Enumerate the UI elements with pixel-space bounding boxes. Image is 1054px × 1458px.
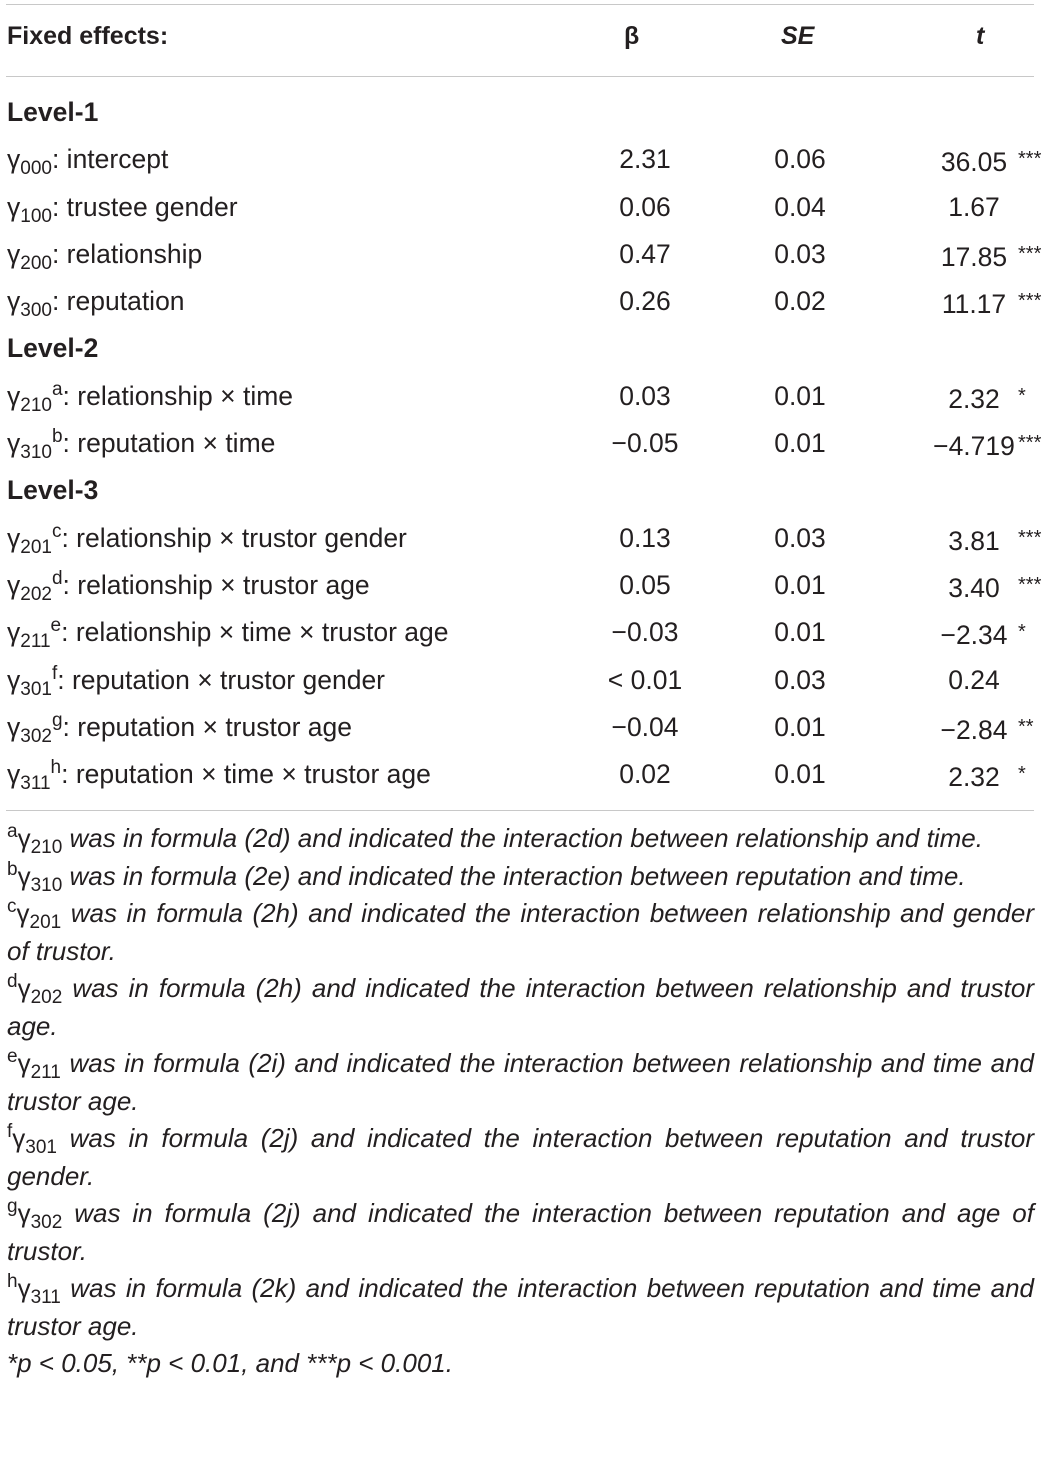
effect-description: : reputation × trustor gender bbox=[57, 664, 386, 695]
gamma-subscript: 302 bbox=[30, 1212, 63, 1233]
significance-stars: *** bbox=[1018, 526, 1042, 549]
beta-value: 0.13 bbox=[619, 522, 671, 553]
se-value: 0.06 bbox=[774, 144, 826, 175]
bottom-rule bbox=[6, 810, 1034, 811]
gamma-subscript: 211 bbox=[30, 1062, 61, 1083]
gamma-symbol: γ bbox=[17, 1273, 31, 1303]
header-t: t bbox=[976, 22, 985, 50]
footnote-text: was in formula (2h) and indicated the interaction between relationship and trustor age. bbox=[7, 973, 1034, 1041]
t-value: 2.32 bbox=[948, 762, 1000, 793]
footnote bbox=[7, 1045, 1034, 1120]
t-cell bbox=[928, 376, 1026, 419]
header-se: SE bbox=[781, 22, 815, 50]
t-cell bbox=[928, 707, 1034, 750]
significance-stars: * bbox=[1018, 384, 1026, 407]
footnote bbox=[7, 1270, 1034, 1345]
footnote-marker: d bbox=[7, 971, 18, 992]
effect-label bbox=[7, 518, 407, 558]
se-value: 0.01 bbox=[774, 380, 826, 411]
table-footnotes bbox=[7, 820, 1034, 1383]
t-cell bbox=[928, 281, 1041, 324]
t-cell bbox=[928, 518, 1041, 561]
footnote-marker: f bbox=[7, 1121, 13, 1142]
gamma-symbol: γ bbox=[17, 860, 31, 891]
gamma-symbol: γ bbox=[7, 380, 21, 411]
effect-label bbox=[7, 187, 238, 227]
t-value: −4.719 bbox=[933, 431, 1015, 462]
significance-stars: *** bbox=[1018, 290, 1042, 313]
footnote-text: was in formula (2k) and indicated the interaction between reputation and time and trustor age. bbox=[7, 1273, 1034, 1341]
table-row bbox=[0, 754, 1054, 801]
se-value: 0.01 bbox=[774, 428, 826, 459]
t-value: 2.32 bbox=[948, 383, 1000, 414]
gamma-subscript: 310 bbox=[30, 874, 63, 896]
table-row bbox=[0, 139, 1054, 186]
gamma-symbol: γ bbox=[7, 569, 21, 600]
footnote-text: was in formula (2d) and indicated the interaction between relationship and time. bbox=[62, 823, 983, 853]
gamma-subscript: 000 bbox=[20, 158, 52, 180]
significance-stars: * bbox=[1018, 621, 1026, 644]
footnote-marker: a bbox=[7, 821, 18, 842]
gamma-symbol: γ bbox=[7, 617, 21, 648]
footnote bbox=[7, 820, 1034, 858]
header-beta: β bbox=[624, 22, 640, 50]
gamma-symbol: γ bbox=[7, 759, 21, 790]
gamma-symbol: γ bbox=[7, 286, 21, 317]
gamma-subscript: 202 bbox=[30, 987, 63, 1008]
gamma-subscript: 301 bbox=[20, 678, 52, 700]
gamma-subscript: 200 bbox=[20, 252, 52, 274]
t-cell bbox=[928, 754, 1026, 797]
gamma-symbol: γ bbox=[16, 898, 30, 928]
gamma-subscript: 302 bbox=[20, 725, 52, 747]
section-heading bbox=[0, 328, 1054, 375]
gamma-subscript: 201 bbox=[20, 536, 52, 558]
t-value: 1.67 bbox=[948, 191, 1000, 222]
gamma-symbol: γ bbox=[17, 823, 31, 853]
footnote bbox=[7, 970, 1034, 1045]
beta-value: −0.03 bbox=[611, 617, 679, 648]
beta-value: 0.06 bbox=[619, 191, 671, 222]
t-cell bbox=[928, 660, 1020, 700]
se-value: 0.03 bbox=[774, 522, 826, 553]
beta-value: 0.05 bbox=[619, 569, 671, 600]
significance-stars: ** bbox=[1018, 715, 1034, 738]
effect-label bbox=[7, 565, 370, 605]
table-row bbox=[0, 423, 1054, 470]
gamma-subscript: 202 bbox=[20, 583, 52, 605]
beta-value: 0.03 bbox=[619, 380, 671, 411]
beta-value: < 0.01 bbox=[607, 664, 683, 695]
gamma-symbol: γ bbox=[17, 1198, 31, 1228]
footnote-marker: g bbox=[7, 1196, 18, 1217]
se-value: 0.04 bbox=[774, 191, 826, 222]
section-heading bbox=[0, 92, 1054, 139]
section-label: Level-3 bbox=[7, 475, 99, 506]
footnote-marker: b bbox=[51, 426, 63, 448]
t-cell bbox=[928, 187, 1020, 227]
significance-stars: * bbox=[1018, 763, 1026, 786]
gamma-subscript: 210 bbox=[30, 837, 63, 858]
t-cell bbox=[928, 234, 1041, 277]
gamma-symbol: γ bbox=[17, 1048, 31, 1078]
footnote bbox=[7, 895, 1034, 970]
footnote bbox=[7, 1120, 1034, 1195]
gamma-symbol: γ bbox=[7, 191, 21, 222]
table-row bbox=[0, 281, 1054, 328]
header-fixed-effects: Fixed effects: bbox=[7, 22, 169, 50]
beta-value: 0.02 bbox=[619, 759, 671, 790]
effect-description: : relationship × time bbox=[62, 380, 294, 411]
footnote-marker: e bbox=[50, 615, 62, 637]
t-value: 3.40 bbox=[948, 572, 1000, 603]
se-value: 0.03 bbox=[774, 238, 826, 269]
footnote-marker: f bbox=[51, 662, 58, 684]
table-header bbox=[0, 22, 1054, 62]
t-value: 11.17 bbox=[941, 289, 1007, 320]
footnote-text: was in formula (2j) and indicated the interaction between reputation and age of trustor. bbox=[7, 1198, 1034, 1266]
effect-description: : reputation × time bbox=[62, 428, 276, 459]
footnote-marker: h bbox=[7, 1271, 18, 1292]
gamma-subscript: 301 bbox=[25, 1137, 57, 1158]
table-body bbox=[0, 92, 1054, 801]
top-rule bbox=[6, 4, 1034, 5]
t-cell bbox=[928, 612, 1026, 655]
effect-label bbox=[7, 423, 275, 463]
significance-stars: *** bbox=[1018, 432, 1042, 455]
effect-description: : intercept bbox=[51, 144, 169, 175]
table-row bbox=[0, 660, 1054, 707]
effect-description: : reputation × trustor age bbox=[62, 711, 352, 742]
gamma-symbol: γ bbox=[7, 711, 21, 742]
footnote-text: was in formula (2e) and indicated the interaction between reputation and time. bbox=[62, 860, 966, 891]
gamma-subscript: 310 bbox=[20, 442, 52, 464]
section-label: Level-1 bbox=[7, 97, 99, 127]
t-cell bbox=[928, 423, 1041, 466]
footnote-marker: a bbox=[51, 378, 63, 400]
gamma-subscript: 201 bbox=[29, 912, 62, 933]
significance-stars: *** bbox=[1018, 573, 1042, 596]
effect-label bbox=[7, 139, 168, 179]
t-cell bbox=[928, 139, 1041, 182]
gamma-subscript: 311 bbox=[30, 1287, 61, 1308]
significance-stars: *** bbox=[1018, 148, 1042, 171]
t-value: 3.81 bbox=[948, 525, 1000, 556]
gamma-subscript: 311 bbox=[20, 773, 51, 795]
gamma-symbol: γ bbox=[17, 973, 31, 1003]
header-rule bbox=[6, 76, 1034, 77]
effect-description: : relationship × trustor gender bbox=[61, 522, 407, 553]
gamma-symbol: γ bbox=[12, 1123, 26, 1153]
se-value: 0.01 bbox=[774, 711, 826, 742]
section-heading bbox=[0, 470, 1054, 517]
beta-value: 0.26 bbox=[619, 286, 671, 317]
gamma-subscript: 100 bbox=[20, 205, 52, 227]
footnote-marker: b bbox=[7, 858, 18, 880]
effect-label bbox=[7, 612, 449, 652]
footnote bbox=[7, 1195, 1034, 1270]
section-label: Level-2 bbox=[7, 333, 99, 364]
table-row bbox=[0, 612, 1054, 659]
footnote-marker: c bbox=[7, 896, 17, 917]
effect-label bbox=[7, 234, 202, 274]
gamma-symbol: γ bbox=[7, 522, 21, 553]
se-value: 0.01 bbox=[774, 569, 826, 600]
se-value: 0.02 bbox=[774, 286, 826, 317]
gamma-symbol: γ bbox=[7, 428, 21, 459]
table-row bbox=[0, 376, 1054, 423]
gamma-subscript: 300 bbox=[20, 300, 52, 322]
t-value: 0.24 bbox=[948, 664, 1000, 695]
t-value: 17.85 bbox=[940, 241, 1008, 272]
beta-value: 0.47 bbox=[619, 238, 671, 269]
gamma-subscript: 211 bbox=[20, 631, 51, 653]
t-value: 36.05 bbox=[940, 147, 1008, 178]
significance-stars: *** bbox=[1018, 242, 1042, 265]
table-row bbox=[0, 234, 1054, 281]
table-row bbox=[0, 707, 1054, 754]
gamma-subscript: 210 bbox=[20, 394, 52, 416]
footnote-text: was in formula (2j) and indicated the interaction between reputation and trustor gender. bbox=[7, 1123, 1034, 1191]
effect-label bbox=[7, 376, 293, 416]
effect-label bbox=[7, 281, 185, 321]
table-row bbox=[0, 565, 1054, 612]
t-value: −2.84 bbox=[940, 714, 1008, 745]
footnote-text: was in formula (2i) and indicated the interaction between relationship and time and trustor age. bbox=[7, 1048, 1034, 1116]
footnote-marker: h bbox=[50, 757, 62, 779]
se-value: 0.01 bbox=[774, 759, 826, 790]
effect-description: : relationship × trustor age bbox=[62, 569, 370, 600]
footnote-text: was in formula (2h) and indicated the interaction between relationship and gender of trustor. bbox=[7, 898, 1034, 966]
effect-description: : relationship × time × trustor age bbox=[61, 617, 449, 648]
footnote bbox=[7, 858, 1034, 896]
gamma-symbol: γ bbox=[7, 238, 21, 269]
gamma-symbol: γ bbox=[7, 144, 21, 175]
se-value: 0.03 bbox=[774, 664, 826, 695]
effect-description: : trustee gender bbox=[51, 191, 238, 222]
significance-note: *p < 0.05, **p < 0.01, and ***p < 0.001. bbox=[7, 1348, 453, 1378]
beta-value: −0.05 bbox=[611, 428, 679, 459]
beta-value: −0.04 bbox=[611, 711, 679, 742]
footnote-marker: e bbox=[7, 1046, 18, 1067]
effect-description: : reputation × time × trustor age bbox=[61, 759, 431, 790]
table-row bbox=[0, 518, 1054, 565]
t-cell bbox=[928, 565, 1041, 608]
effect-description: : relationship bbox=[51, 238, 203, 269]
effect-description: : reputation bbox=[51, 286, 185, 317]
table-row bbox=[0, 187, 1054, 234]
effect-label bbox=[7, 707, 352, 747]
footnote-marker: d bbox=[51, 567, 63, 589]
footnote-marker: g bbox=[51, 709, 63, 731]
footnote-marker: c bbox=[51, 520, 62, 542]
t-value: −2.34 bbox=[940, 620, 1008, 651]
beta-value: 2.31 bbox=[619, 144, 671, 175]
effect-label bbox=[7, 754, 431, 794]
se-value: 0.01 bbox=[774, 617, 826, 648]
gamma-symbol: γ bbox=[7, 664, 21, 695]
effect-label bbox=[7, 660, 385, 700]
